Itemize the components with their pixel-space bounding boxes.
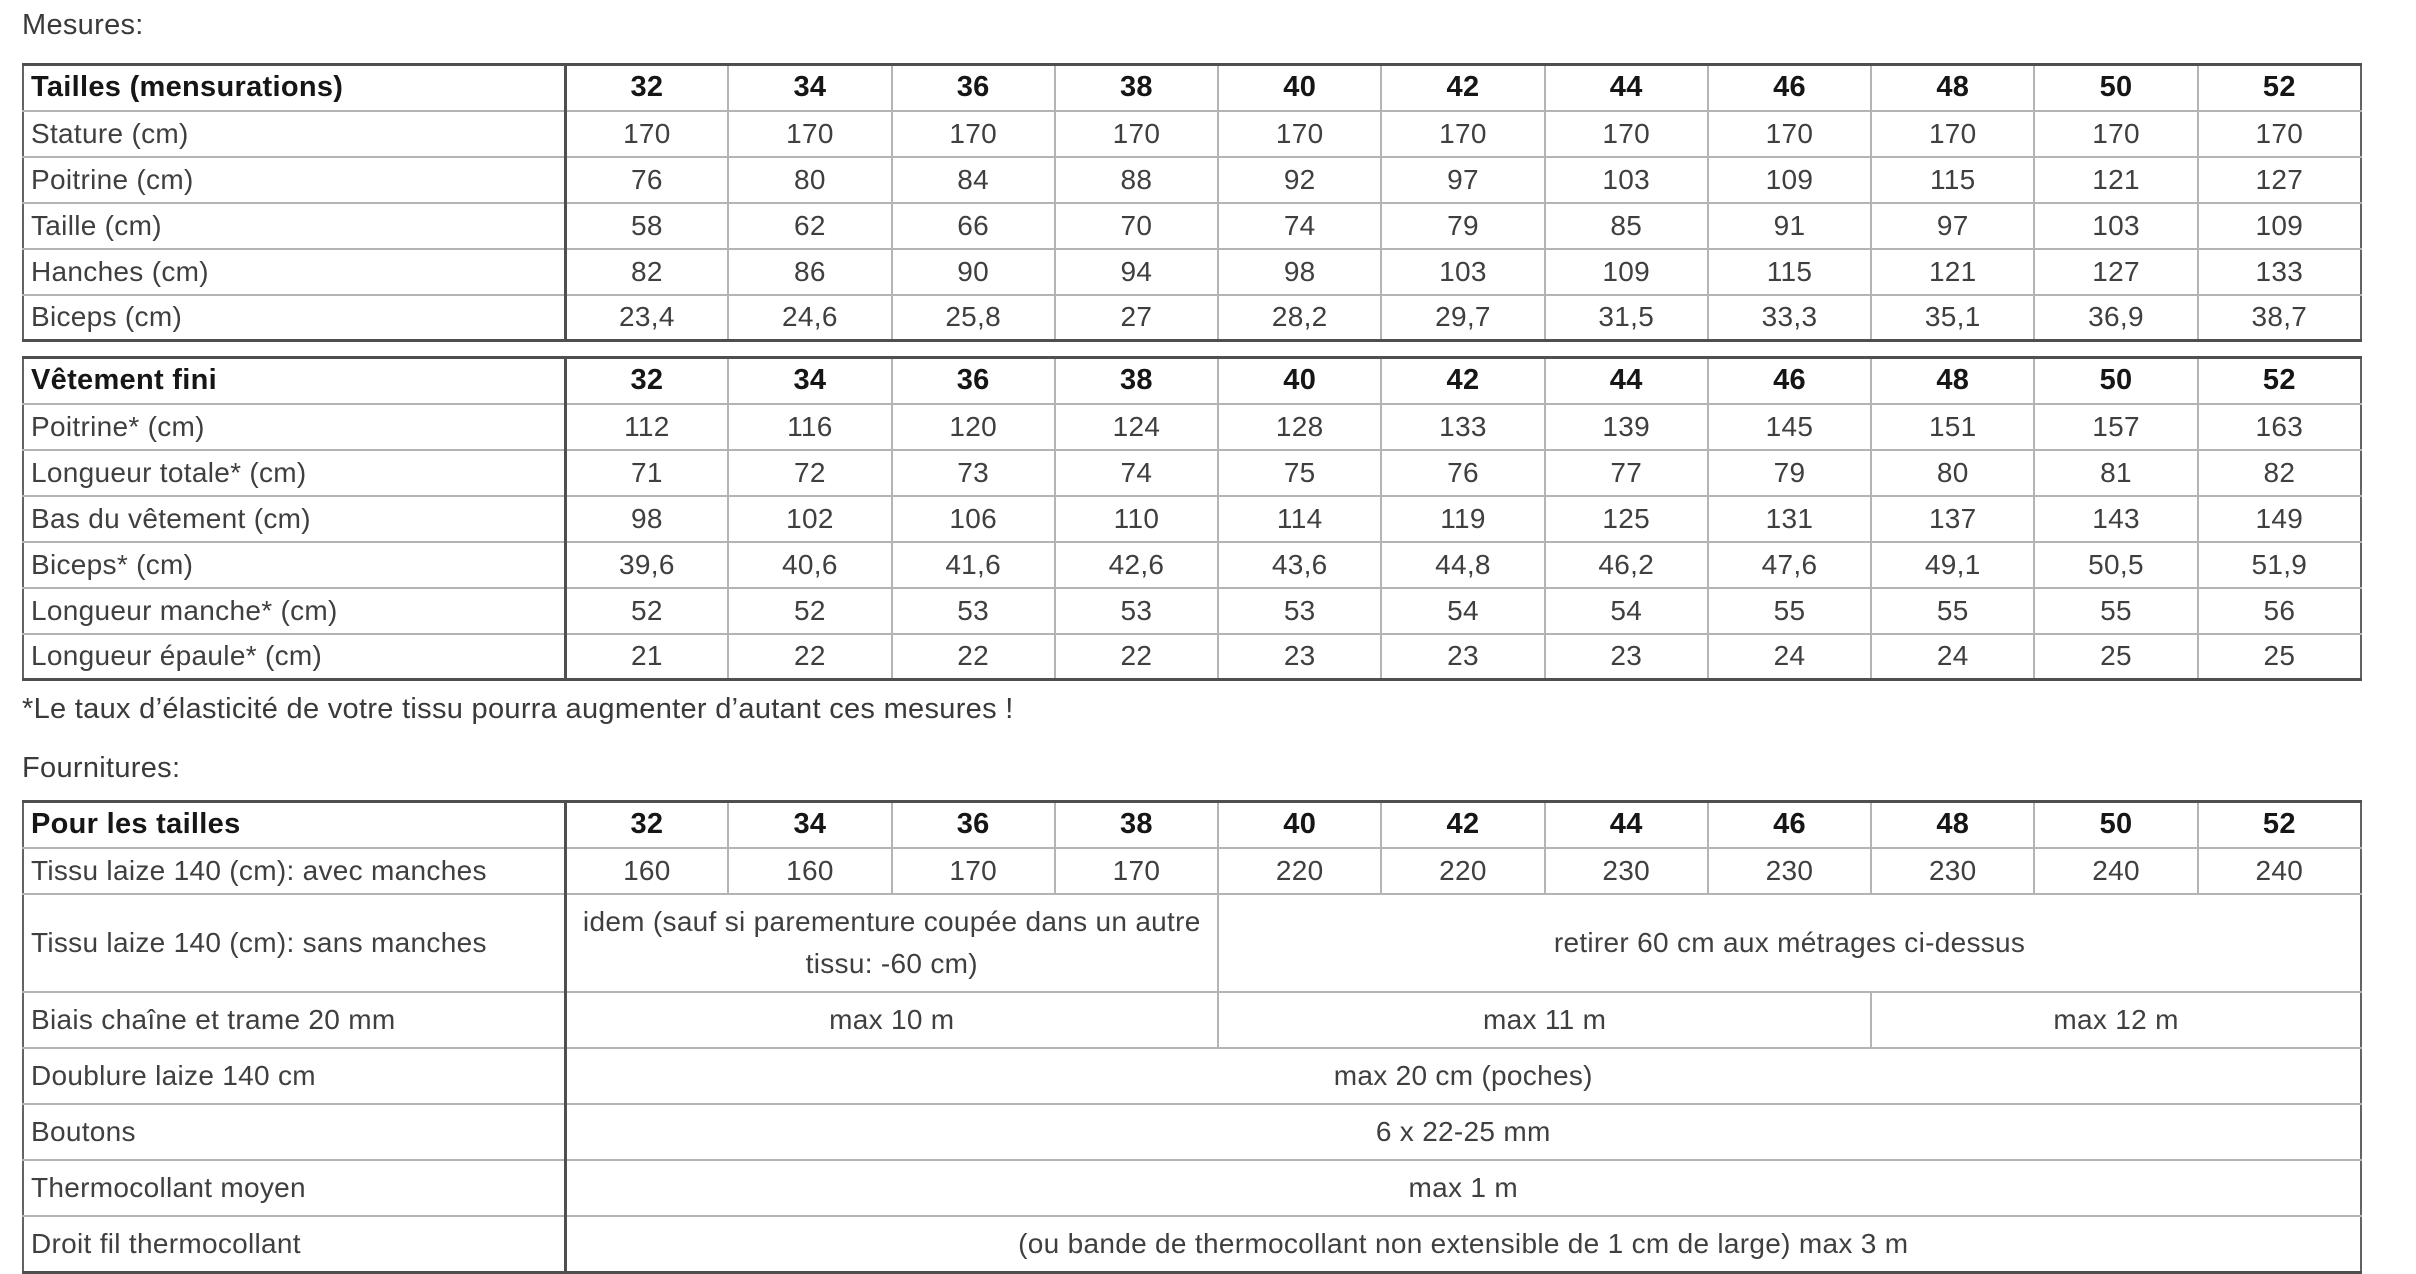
- value-cell: 170: [1871, 111, 2034, 157]
- value-cell: 137: [1871, 496, 2034, 542]
- value-cell: 25: [2198, 634, 2361, 680]
- value-cell: 115: [1708, 249, 1871, 295]
- table-row: [23, 1104, 2361, 1160]
- value-cell: 46,2: [1545, 542, 1708, 588]
- row-label: Biceps (cm): [23, 295, 565, 341]
- value-cell: 53: [1055, 588, 1218, 634]
- value-cell: 145: [1708, 404, 1871, 450]
- value-cell: 109: [1545, 249, 1708, 295]
- size-column-header: 44: [1545, 358, 1708, 404]
- table-row: [23, 1048, 2361, 1104]
- value-cell: 230: [1871, 848, 2034, 894]
- value-cell: 124: [1055, 404, 1218, 450]
- value-cell: 85: [1545, 203, 1708, 249]
- value-cell: 98: [1218, 249, 1381, 295]
- value-cell: 84: [892, 157, 1055, 203]
- fournitures-heading: Fournitures:: [22, 752, 181, 784]
- value-cell: 170: [1708, 111, 1871, 157]
- merged-value-cell: max 1 m: [565, 1160, 2361, 1216]
- table-row: [23, 848, 2361, 894]
- value-cell: 54: [1545, 588, 1708, 634]
- size-column-header: 42: [1381, 358, 1544, 404]
- row-label: Longueur épaule* (cm): [23, 634, 565, 680]
- value-cell: 128: [1218, 404, 1381, 450]
- size-column-header: 40: [1218, 802, 1381, 848]
- value-cell: 53: [892, 588, 1055, 634]
- value-cell: 44,8: [1381, 542, 1544, 588]
- finished-garment-table: [22, 356, 2362, 681]
- value-cell: 79: [1381, 203, 1544, 249]
- row-label: Biais chaîne et trame 20 mm: [23, 992, 565, 1048]
- size-column-header: 40: [1218, 358, 1381, 404]
- value-cell: 97: [1381, 157, 1544, 203]
- row-label: Taille (cm): [23, 203, 565, 249]
- value-cell: 74: [1218, 203, 1381, 249]
- value-cell: 81: [2034, 450, 2197, 496]
- size-column-header: 38: [1055, 65, 1218, 111]
- size-column-header: 50: [2034, 358, 2197, 404]
- value-cell: 160: [728, 848, 891, 894]
- size-column-header: 44: [1545, 65, 1708, 111]
- value-cell: 58: [565, 203, 728, 249]
- value-cell: 28,2: [1218, 295, 1381, 341]
- value-cell: 62: [728, 203, 891, 249]
- value-cell: 66: [892, 203, 1055, 249]
- table-row: [23, 992, 2361, 1048]
- value-cell: 106: [892, 496, 1055, 542]
- size-column-header: 38: [1055, 358, 1218, 404]
- supplies-table: [22, 800, 2362, 1274]
- value-cell: 230: [1545, 848, 1708, 894]
- size-column-header: 52: [2198, 802, 2361, 848]
- value-cell: 72: [728, 450, 891, 496]
- measurements-table: [22, 63, 2362, 342]
- value-cell: 170: [565, 111, 728, 157]
- size-column-header: 34: [728, 65, 891, 111]
- value-cell: 80: [728, 157, 891, 203]
- size-column-header: 48: [1871, 802, 2034, 848]
- mesures-heading: Mesures:: [22, 9, 144, 41]
- size-column-header: 50: [2034, 65, 2197, 111]
- value-cell: 121: [1871, 249, 2034, 295]
- merged-value-cell: retirer 60 cm aux métrages ci-dessus: [1218, 894, 2361, 992]
- value-cell: 91: [1708, 203, 1871, 249]
- size-column-header: 42: [1381, 802, 1544, 848]
- value-cell: 151: [1871, 404, 2034, 450]
- value-cell: 131: [1708, 496, 1871, 542]
- row-label: Poitrine* (cm): [23, 404, 565, 450]
- merged-value-cell: max 10 m: [565, 992, 1218, 1048]
- value-cell: 170: [1218, 111, 1381, 157]
- value-cell: 114: [1218, 496, 1381, 542]
- size-column-header: 48: [1871, 358, 2034, 404]
- value-cell: 50,5: [2034, 542, 2197, 588]
- merged-value-cell: max 12 m: [1871, 992, 2361, 1048]
- row-label: Biceps* (cm): [23, 542, 565, 588]
- value-cell: 76: [1381, 450, 1544, 496]
- value-cell: 25,8: [892, 295, 1055, 341]
- value-cell: 24: [1708, 634, 1871, 680]
- table-row: [23, 111, 2361, 157]
- value-cell: 82: [565, 249, 728, 295]
- size-column-header: 32: [565, 802, 728, 848]
- value-cell: 76: [565, 157, 728, 203]
- value-cell: 33,3: [1708, 295, 1871, 341]
- table-row: [23, 894, 2361, 992]
- value-cell: 54: [1381, 588, 1544, 634]
- row-label: Longueur manche* (cm): [23, 588, 565, 634]
- size-column-header: 36: [892, 802, 1055, 848]
- size-column-header: 36: [892, 65, 1055, 111]
- value-cell: 27: [1055, 295, 1218, 341]
- value-cell: 22: [728, 634, 891, 680]
- table-row: [23, 249, 2361, 295]
- row-label: Boutons: [23, 1104, 565, 1160]
- size-column-header: 46: [1708, 65, 1871, 111]
- merged-value-cell: idem (sauf si parementure coupée dans un autre tissu: -60 cm): [565, 894, 1218, 992]
- value-cell: 119: [1381, 496, 1544, 542]
- size-column-header: 46: [1708, 358, 1871, 404]
- size-column-header: 44: [1545, 802, 1708, 848]
- value-cell: 109: [1708, 157, 1871, 203]
- header-row: [23, 802, 2361, 848]
- value-cell: 109: [2198, 203, 2361, 249]
- value-cell: 90: [892, 249, 1055, 295]
- value-cell: 23: [1218, 634, 1381, 680]
- value-cell: 170: [2034, 111, 2197, 157]
- size-column-header: 46: [1708, 802, 1871, 848]
- header-row: [23, 65, 2361, 111]
- size-column-header: 32: [565, 65, 728, 111]
- value-cell: 170: [1055, 111, 1218, 157]
- value-cell: 82: [2198, 450, 2361, 496]
- value-cell: 47,6: [1708, 542, 1871, 588]
- merged-value-cell: (ou bande de thermocollant non extensible de 1 cm de large) max 3 m: [565, 1216, 2361, 1273]
- value-cell: 170: [1055, 848, 1218, 894]
- value-cell: 31,5: [1545, 295, 1708, 341]
- value-cell: 94: [1055, 249, 1218, 295]
- row-label: Droit fil thermocollant: [23, 1216, 565, 1273]
- value-cell: 74: [1055, 450, 1218, 496]
- size-column-header: 48: [1871, 65, 2034, 111]
- value-cell: 79: [1708, 450, 1871, 496]
- table-row: [23, 295, 2361, 341]
- value-cell: 35,1: [1871, 295, 2034, 341]
- value-cell: 22: [892, 634, 1055, 680]
- size-column-header: 52: [2198, 358, 2361, 404]
- value-cell: 70: [1055, 203, 1218, 249]
- size-column-header: 52: [2198, 65, 2361, 111]
- size-column-header: 40: [1218, 65, 1381, 111]
- table-title-cell: Vêtement fini: [23, 358, 565, 404]
- value-cell: 170: [1381, 111, 1544, 157]
- value-cell: 25: [2034, 634, 2197, 680]
- value-cell: 40,6: [728, 542, 891, 588]
- value-cell: 170: [892, 111, 1055, 157]
- value-cell: 55: [2034, 588, 2197, 634]
- value-cell: 43,6: [1218, 542, 1381, 588]
- value-cell: 98: [565, 496, 728, 542]
- value-cell: 29,7: [1381, 295, 1544, 341]
- value-cell: 116: [728, 404, 891, 450]
- value-cell: 77: [1545, 450, 1708, 496]
- row-label: Thermocollant moyen: [23, 1160, 565, 1216]
- size-column-header: 42: [1381, 65, 1544, 111]
- value-cell: 115: [1871, 157, 2034, 203]
- size-column-header: 32: [565, 358, 728, 404]
- value-cell: 170: [2198, 111, 2361, 157]
- value-cell: 86: [728, 249, 891, 295]
- size-column-header: 38: [1055, 802, 1218, 848]
- merged-value-cell: max 11 m: [1218, 992, 1871, 1048]
- value-cell: 97: [1871, 203, 2034, 249]
- value-cell: 112: [565, 404, 728, 450]
- value-cell: 170: [728, 111, 891, 157]
- value-cell: 92: [1218, 157, 1381, 203]
- table-row: [23, 157, 2361, 203]
- value-cell: 51,9: [2198, 542, 2361, 588]
- value-cell: 120: [892, 404, 1055, 450]
- value-cell: 21: [565, 634, 728, 680]
- value-cell: 53: [1218, 588, 1381, 634]
- table-row: [23, 496, 2361, 542]
- value-cell: 56: [2198, 588, 2361, 634]
- value-cell: 170: [892, 848, 1055, 894]
- value-cell: 149: [2198, 496, 2361, 542]
- row-label: Bas du vêtement (cm): [23, 496, 565, 542]
- value-cell: 133: [1381, 404, 1544, 450]
- size-column-header: 50: [2034, 802, 2197, 848]
- value-cell: 75: [1218, 450, 1381, 496]
- value-cell: 88: [1055, 157, 1218, 203]
- row-label: Longueur totale* (cm): [23, 450, 565, 496]
- value-cell: 143: [2034, 496, 2197, 542]
- header-row: [23, 358, 2361, 404]
- value-cell: 110: [1055, 496, 1218, 542]
- elasticity-note: *Le taux d’élasticité de votre tissu pourra augmenter d’autant ces mesures !: [22, 693, 1014, 725]
- table-title-cell: Pour les tailles: [23, 802, 565, 848]
- value-cell: 23: [1381, 634, 1544, 680]
- table-row: [23, 588, 2361, 634]
- table-row: [23, 1160, 2361, 1216]
- value-cell: 163: [2198, 404, 2361, 450]
- size-column-header: 34: [728, 358, 891, 404]
- value-cell: 71: [565, 450, 728, 496]
- value-cell: 160: [565, 848, 728, 894]
- row-label: Tissu laize 140 (cm): avec manches: [23, 848, 565, 894]
- value-cell: 220: [1218, 848, 1381, 894]
- value-cell: 23,4: [565, 295, 728, 341]
- value-cell: 24: [1871, 634, 2034, 680]
- value-cell: 103: [2034, 203, 2197, 249]
- value-cell: 240: [2034, 848, 2197, 894]
- table-title-cell: Tailles (mensurations): [23, 65, 565, 111]
- table-row: [23, 203, 2361, 249]
- value-cell: 42,6: [1055, 542, 1218, 588]
- size-column-header: 36: [892, 358, 1055, 404]
- value-cell: 52: [565, 588, 728, 634]
- value-cell: 24,6: [728, 295, 891, 341]
- value-cell: 220: [1381, 848, 1544, 894]
- table-row: [23, 1216, 2361, 1273]
- value-cell: 73: [892, 450, 1055, 496]
- value-cell: 102: [728, 496, 891, 542]
- value-cell: 125: [1545, 496, 1708, 542]
- value-cell: 23: [1545, 634, 1708, 680]
- table-row: [23, 450, 2361, 496]
- value-cell: 41,6: [892, 542, 1055, 588]
- value-cell: 38,7: [2198, 295, 2361, 341]
- value-cell: 103: [1545, 157, 1708, 203]
- value-cell: 80: [1871, 450, 2034, 496]
- row-label: Doublure laize 140 cm: [23, 1048, 565, 1104]
- merged-value-cell: 6 x 22-25 mm: [565, 1104, 2361, 1160]
- value-cell: 49,1: [1871, 542, 2034, 588]
- value-cell: 55: [1871, 588, 2034, 634]
- value-cell: 133: [2198, 249, 2361, 295]
- row-label: Poitrine (cm): [23, 157, 565, 203]
- size-column-header: 34: [728, 802, 891, 848]
- value-cell: 139: [1545, 404, 1708, 450]
- row-label: Tissu laize 140 (cm): sans manches: [23, 894, 565, 992]
- row-label: Hanches (cm): [23, 249, 565, 295]
- value-cell: 55: [1708, 588, 1871, 634]
- value-cell: 103: [1381, 249, 1544, 295]
- merged-value-cell: max 20 cm (poches): [565, 1048, 2361, 1104]
- value-cell: 36,9: [2034, 295, 2197, 341]
- value-cell: 39,6: [565, 542, 728, 588]
- value-cell: 52: [728, 588, 891, 634]
- table-row: [23, 404, 2361, 450]
- value-cell: 127: [2034, 249, 2197, 295]
- table-row: [23, 634, 2361, 680]
- value-cell: 22: [1055, 634, 1218, 680]
- row-label: Stature (cm): [23, 111, 565, 157]
- value-cell: 230: [1708, 848, 1871, 894]
- value-cell: 240: [2198, 848, 2361, 894]
- table-row: [23, 542, 2361, 588]
- value-cell: 157: [2034, 404, 2197, 450]
- value-cell: 121: [2034, 157, 2197, 203]
- value-cell: 170: [1545, 111, 1708, 157]
- value-cell: 127: [2198, 157, 2361, 203]
